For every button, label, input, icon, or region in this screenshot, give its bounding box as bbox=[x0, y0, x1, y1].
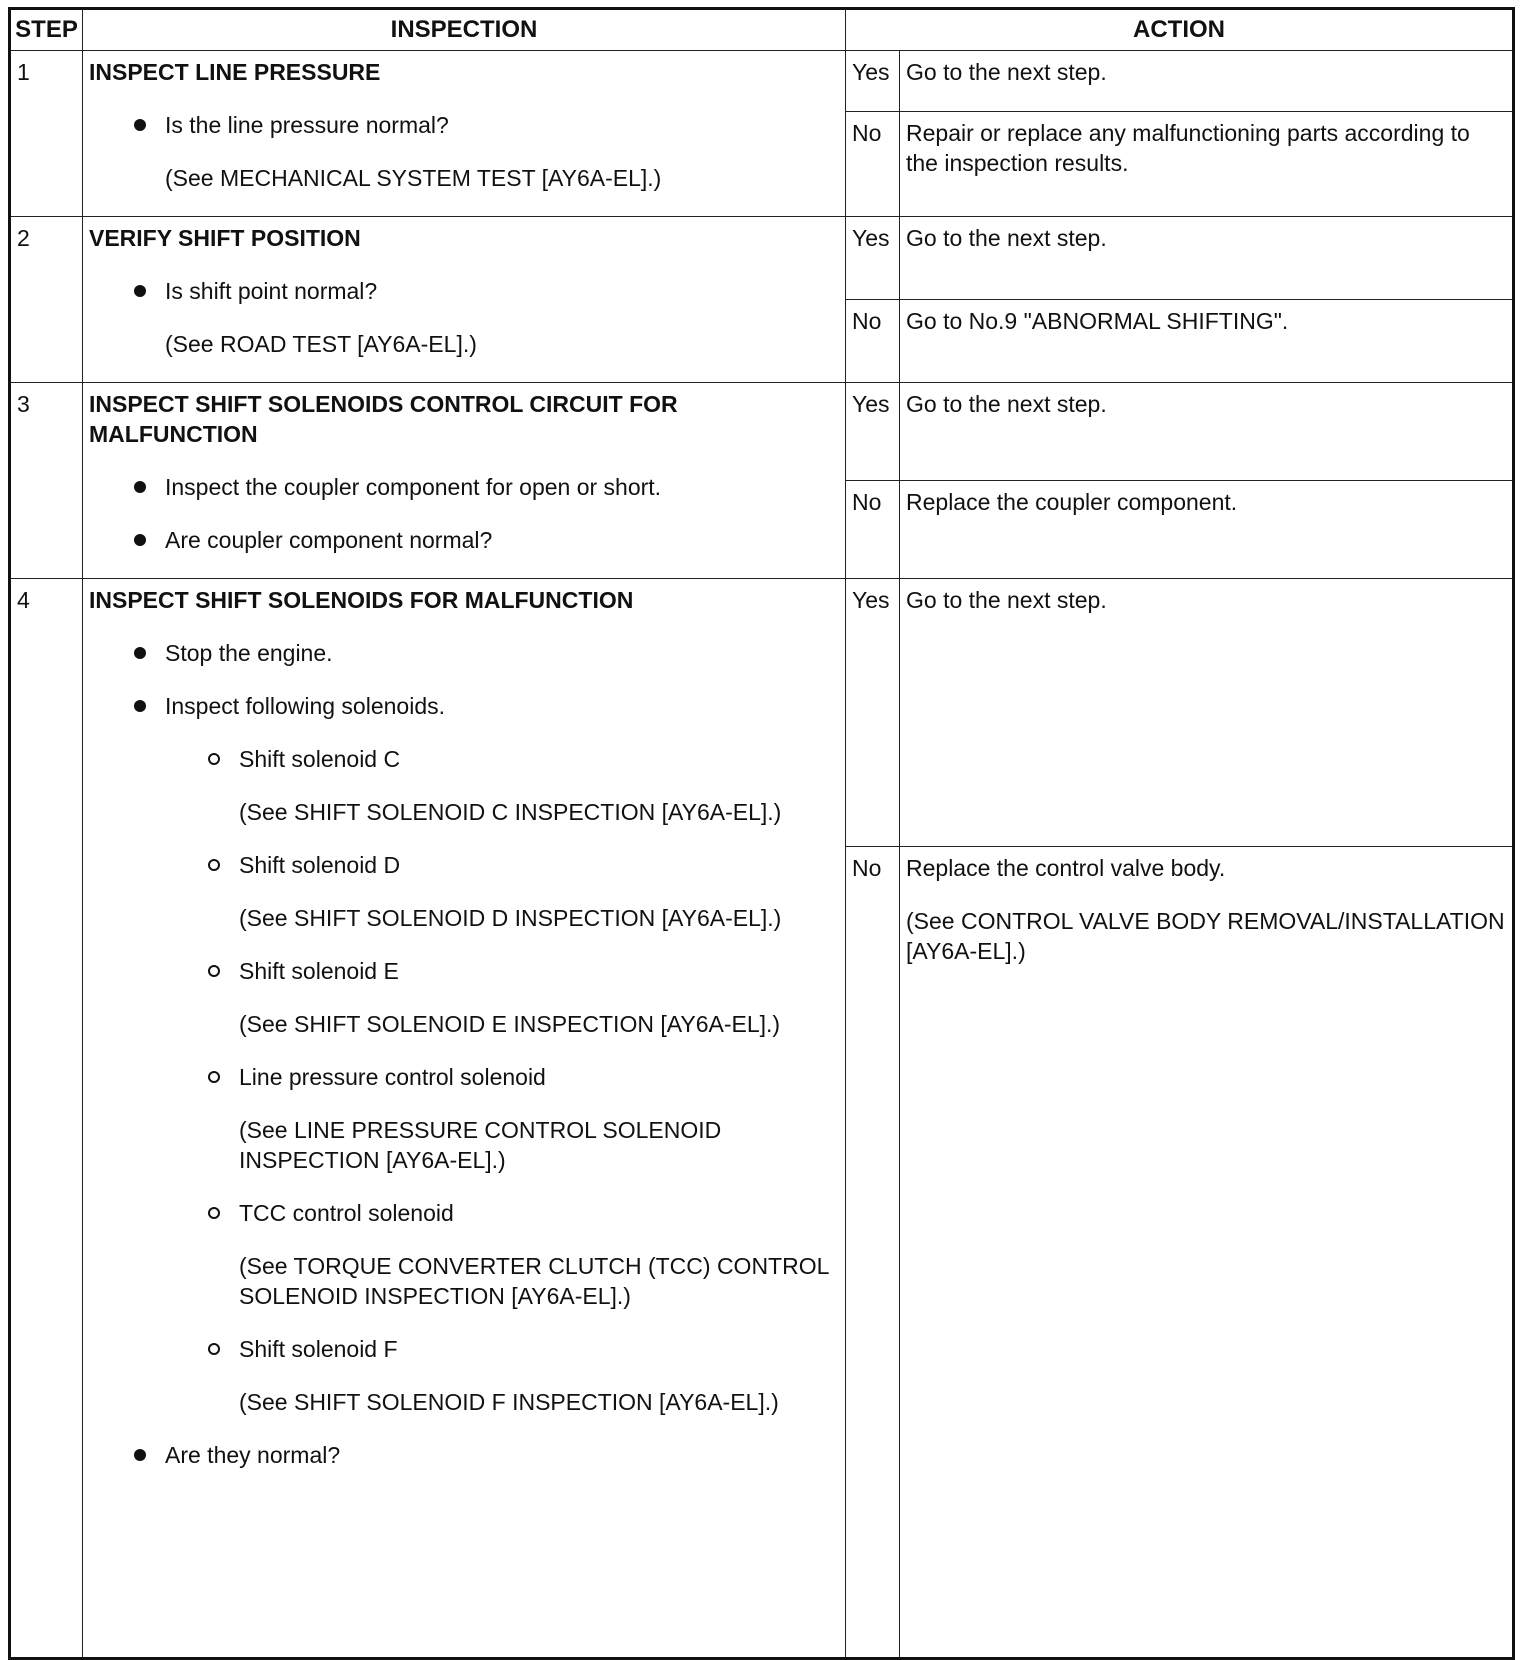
step-number: 4 bbox=[10, 579, 83, 1659]
sub-bullet-item: TCC control solenoid bbox=[89, 1198, 839, 1228]
no-label: No bbox=[846, 112, 900, 217]
reference-link[interactable]: (See ROAD TEST [AY6A-EL].) bbox=[165, 331, 477, 357]
step-3-yes-row bbox=[10, 383, 1514, 481]
step-inspection bbox=[83, 579, 846, 1659]
bullet-item: Stop the engine. bbox=[89, 638, 839, 668]
step-2-yes-row bbox=[10, 217, 1514, 300]
bullet-item: Inspect the coupler component for open or short. bbox=[89, 472, 839, 502]
yes-label: Yes bbox=[846, 579, 900, 847]
reference-link[interactable]: (See SHIFT SOLENOID F INSPECTION [AY6A-EL].) bbox=[239, 1389, 779, 1415]
no-action-cell bbox=[900, 847, 1514, 1659]
step-title: INSPECT SHIFT SOLENOIDS FOR MALFUNCTION bbox=[89, 587, 634, 613]
sub-bullet-item: Shift solenoid F bbox=[89, 1334, 839, 1364]
header-action: ACTION bbox=[846, 9, 1514, 51]
header-step: STEP bbox=[10, 9, 83, 51]
yes-label: Yes bbox=[846, 217, 900, 300]
sub-bullet-item: Shift solenoid D bbox=[89, 850, 839, 880]
reference-link[interactable]: (See SHIFT SOLENOID E INSPECTION [AY6A-EL].) bbox=[239, 1011, 781, 1037]
step-inspection bbox=[83, 51, 846, 217]
step-title: VERIFY SHIFT POSITION bbox=[89, 225, 361, 251]
step-title: INSPECT SHIFT SOLENOIDS CONTROL CIRCUIT FOR MALFUNCTION bbox=[89, 391, 678, 447]
bullet-item: Are they normal? bbox=[89, 1440, 839, 1470]
no-label: No bbox=[846, 300, 900, 383]
sub-bullet-item: Line pressure control solenoid bbox=[89, 1062, 839, 1092]
no-action: Repair or replace any malfunctioning parts according to the inspection results. bbox=[900, 112, 1514, 217]
step-number: 1 bbox=[10, 51, 83, 217]
bullet-item: Are coupler component normal? bbox=[89, 525, 839, 555]
step-number: 2 bbox=[10, 217, 83, 383]
no-action: Replace the control valve body. bbox=[906, 855, 1226, 881]
bullet-item: Is shift point normal? bbox=[89, 276, 839, 306]
yes-action: Go to the next step. bbox=[900, 383, 1514, 481]
yes-action: Go to the next step. bbox=[900, 51, 1514, 112]
reference-link[interactable]: (See TORQUE CONVERTER CLUTCH (TCC) CONTROL SOLENOID INSPECTION [AY6A-EL].) bbox=[239, 1253, 829, 1309]
header-row bbox=[10, 9, 1514, 51]
diagnostic-table bbox=[8, 7, 1515, 1660]
sub-bullet-item: Shift solenoid C bbox=[89, 744, 839, 774]
sub-bullet-item: Shift solenoid E bbox=[89, 956, 839, 986]
step-inspection bbox=[83, 217, 846, 383]
reference-link[interactable]: (See SHIFT SOLENOID C INSPECTION [AY6A-EL].) bbox=[239, 799, 782, 825]
reference-link[interactable]: (See LINE PRESSURE CONTROL SOLENOID INSPECTION [AY6A-EL].) bbox=[239, 1117, 722, 1173]
no-action: Replace the coupler component. bbox=[900, 481, 1514, 579]
no-action: Go to No.9 "ABNORMAL SHIFTING". bbox=[900, 300, 1514, 383]
header-inspection: INSPECTION bbox=[83, 9, 846, 51]
step-1-yes-row bbox=[10, 51, 1514, 112]
bullet-item: Inspect following solenoids. bbox=[89, 691, 839, 721]
yes-action: Go to the next step. bbox=[900, 579, 1514, 847]
yes-label: Yes bbox=[846, 51, 900, 112]
yes-label: Yes bbox=[846, 383, 900, 481]
step-inspection bbox=[83, 383, 846, 579]
reference-link[interactable]: (See MECHANICAL SYSTEM TEST [AY6A-EL].) bbox=[165, 165, 662, 191]
step-number: 3 bbox=[10, 383, 83, 579]
reference-link[interactable]: (See SHIFT SOLENOID D INSPECTION [AY6A-EL].) bbox=[239, 905, 782, 931]
no-label: No bbox=[846, 847, 900, 1659]
step-4-yes-row bbox=[10, 579, 1514, 847]
yes-action: Go to the next step. bbox=[900, 217, 1514, 300]
reference-link[interactable]: (See CONTROL VALVE BODY REMOVAL/INSTALLATION [AY6A-EL].) bbox=[906, 908, 1505, 964]
step-title: INSPECT LINE PRESSURE bbox=[89, 59, 381, 85]
bullet-item: Is the line pressure normal? bbox=[89, 110, 839, 140]
no-label: No bbox=[846, 481, 900, 579]
